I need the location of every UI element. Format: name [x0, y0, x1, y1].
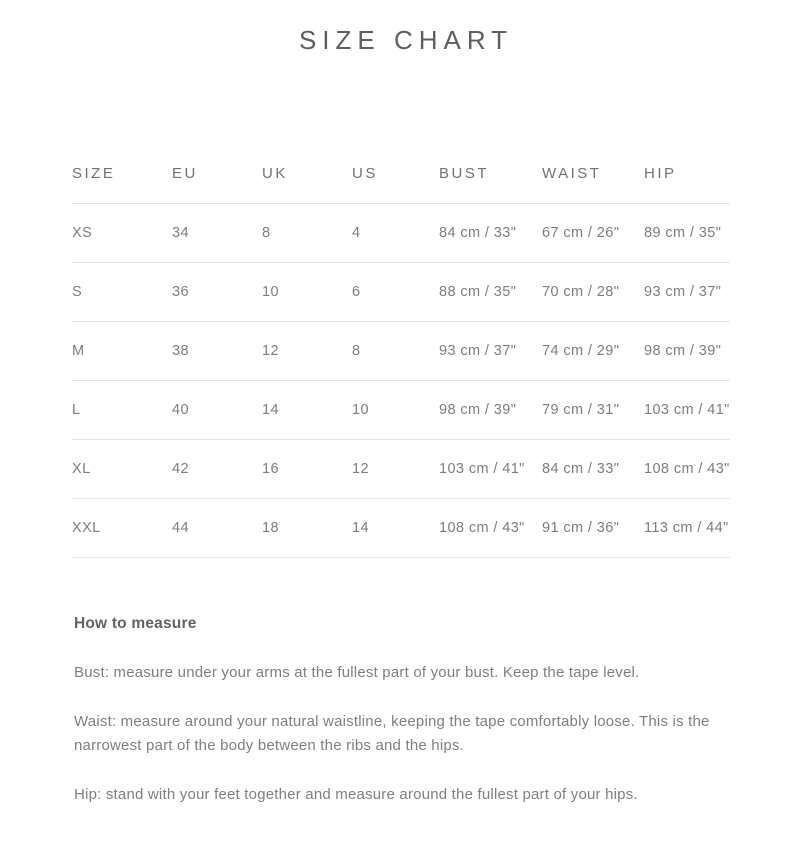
waist-instructions: Waist: measure around your natural waistline, keeping the tape comfortably loose. This is the narrowest part of the body between the ribs and the hips.: [74, 713, 710, 754]
cell-uk: 16: [262, 440, 352, 499]
cell-waist: 79 cm / 31": [542, 381, 644, 440]
cell-uk: 14: [262, 381, 352, 440]
size-chart-page: [0, 27, 812, 850]
table-row-s: [72, 263, 730, 322]
column-header-size: SIZE: [72, 143, 172, 204]
cell-waist: 67 cm / 26": [542, 204, 644, 263]
cell-size: L: [72, 381, 172, 440]
cell-us: 6: [352, 263, 439, 322]
table-row-l: [72, 381, 730, 440]
cell-eu: 34: [172, 204, 262, 263]
cell-us: 4: [352, 204, 439, 263]
cell-waist: 70 cm / 28": [542, 263, 644, 322]
cell-uk: 8: [262, 204, 352, 263]
cell-eu: 36: [172, 263, 262, 322]
cell-uk: 12: [262, 322, 352, 381]
page-title: SIZE CHART: [298, 25, 514, 55]
cell-bust: 93 cm / 37": [439, 322, 542, 381]
cell-uk: 10: [262, 263, 352, 322]
cell-hip: 108 cm / 43": [644, 440, 730, 499]
cell-size: XS: [72, 204, 172, 263]
cell-hip: 89 cm / 35": [644, 204, 730, 263]
column-header-us: US: [352, 143, 439, 204]
cell-us: 8: [352, 322, 439, 381]
column-header-bust: BUST: [439, 143, 542, 204]
cell-size: XXL: [72, 499, 172, 558]
cell-size: S: [72, 263, 172, 322]
column-header-hip: HIP: [644, 143, 730, 204]
how-to-measure-heading: How to measure: [74, 615, 197, 632]
cell-bust: 88 cm / 35": [439, 263, 542, 322]
table-row-m: [72, 322, 730, 381]
size-chart-table: [72, 143, 730, 558]
table-row-xxl: [72, 499, 730, 558]
how-to-measure-section: [74, 612, 758, 807]
cell-bust: 103 cm / 41": [439, 440, 542, 499]
table-row-xs: [72, 204, 730, 263]
cell-us: 14: [352, 499, 439, 558]
cell-waist: 91 cm / 36": [542, 499, 644, 558]
cell-hip: 113 cm / 44": [644, 499, 730, 558]
cell-hip: 103 cm / 41": [644, 381, 730, 440]
table-header-row: [72, 143, 730, 204]
cell-eu: 42: [172, 440, 262, 499]
table-row-xl: [72, 440, 730, 499]
bust-instructions: Bust: measure under your arms at the fullest part of your bust. Keep the tape level.: [74, 664, 640, 681]
cell-us: 10: [352, 381, 439, 440]
cell-us: 12: [352, 440, 439, 499]
cell-hip: 93 cm / 37": [644, 263, 730, 322]
cell-waist: 84 cm / 33": [542, 440, 644, 499]
cell-waist: 74 cm / 29": [542, 322, 644, 381]
cell-size: M: [72, 322, 172, 381]
cell-bust: 98 cm / 39": [439, 381, 542, 440]
cell-eu: 38: [172, 322, 262, 381]
cell-eu: 40: [172, 381, 262, 440]
cell-bust: 84 cm / 33": [439, 204, 542, 263]
hip-instructions: Hip: stand with your feet together and measure around the fullest part of your hips.: [74, 786, 638, 803]
cell-bust: 108 cm / 43": [439, 499, 542, 558]
cell-eu: 44: [172, 499, 262, 558]
column-header-eu: EU: [172, 143, 262, 204]
column-header-waist: WAIST: [542, 143, 644, 204]
cell-uk: 18: [262, 499, 352, 558]
cell-size: XL: [72, 440, 172, 499]
cell-hip: 98 cm / 39": [644, 322, 730, 381]
column-header-uk: UK: [262, 143, 352, 204]
